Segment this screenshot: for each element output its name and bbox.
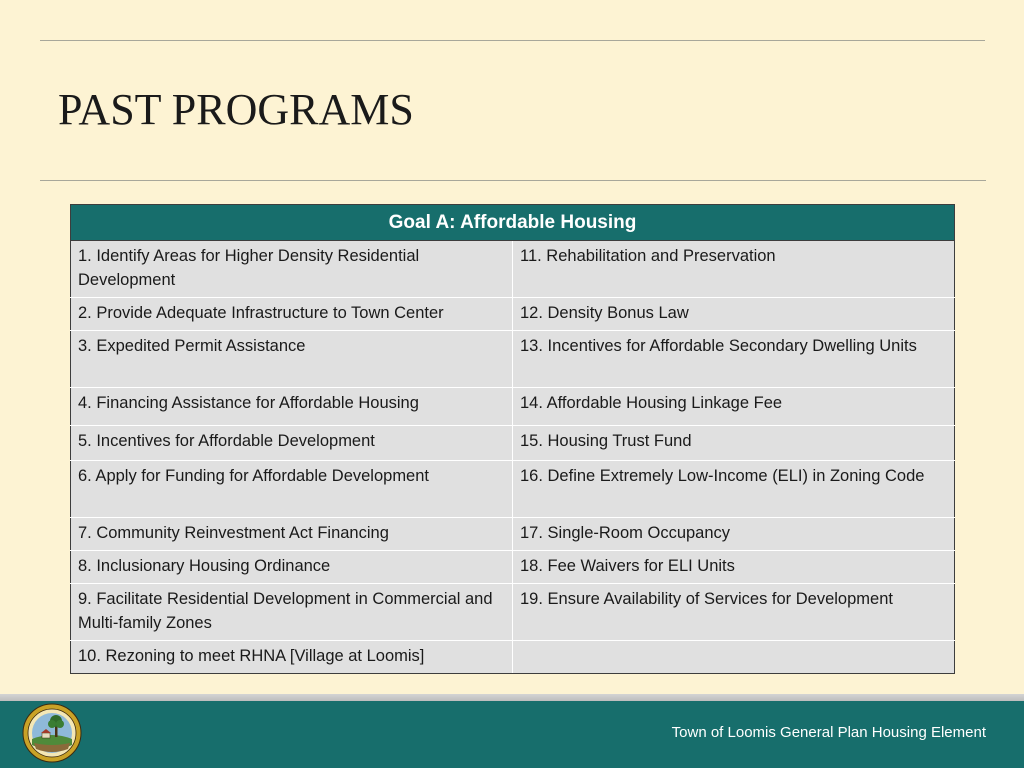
table-row bbox=[71, 584, 955, 641]
table-cell bbox=[513, 641, 955, 674]
table-cell: 13. Incentives for Affordable Secondary Dwelling Units bbox=[513, 331, 955, 388]
table-cell: 12. Density Bonus Law bbox=[513, 298, 955, 331]
table-cell: 1. Identify Areas for Higher Density Residential Development bbox=[71, 241, 513, 298]
top-divider bbox=[40, 40, 985, 41]
table-cell: 18. Fee Waivers for ELI Units bbox=[513, 551, 955, 584]
table-cell: 17. Single-Room Occupancy bbox=[513, 518, 955, 551]
town-seal-icon bbox=[22, 703, 82, 763]
table-row bbox=[71, 461, 955, 518]
slide-title: PAST PROGRAMS bbox=[58, 85, 414, 134]
table-cell: 5. Incentives for Affordable Development bbox=[71, 426, 513, 461]
table-row bbox=[71, 551, 955, 584]
table-cell: 14. Affordable Housing Linkage Fee bbox=[513, 388, 955, 426]
table-cell: 7. Community Reinvestment Act Financing bbox=[71, 518, 513, 551]
table-cell: 15. Housing Trust Fund bbox=[513, 426, 955, 461]
table-cell: 8. Inclusionary Housing Ordinance bbox=[71, 551, 513, 584]
table-cell: 16. Define Extremely Low-Income (ELI) in Zoning Code bbox=[513, 461, 955, 518]
title-divider bbox=[40, 180, 986, 181]
table-header: Goal A: Affordable Housing bbox=[71, 205, 955, 241]
table-cell: 11. Rehabilitation and Preservation bbox=[513, 241, 955, 298]
table-row bbox=[71, 298, 955, 331]
table-cell: 4. Financing Assistance for Affordable Housing bbox=[71, 388, 513, 426]
table-cell: 6. Apply for Funding for Affordable Development bbox=[71, 461, 513, 518]
table-row bbox=[71, 426, 955, 461]
table-cell: 9. Facilitate Residential Development in Commercial and Multi-family Zones bbox=[71, 584, 513, 641]
table-row bbox=[71, 388, 955, 426]
table-row bbox=[71, 241, 955, 298]
table-cell: 3. Expedited Permit Assistance bbox=[71, 331, 513, 388]
footer-caption: Town of Loomis General Plan Housing Element bbox=[671, 724, 986, 741]
table-row bbox=[71, 641, 955, 674]
table-cell: 2. Provide Adequate Infrastructure to Town Center bbox=[71, 298, 513, 331]
table-cell: 10. Rezoning to meet RHNA [Village at Loomis] bbox=[71, 641, 513, 674]
table-row bbox=[71, 331, 955, 388]
table-header-row bbox=[71, 205, 955, 241]
table-row bbox=[71, 518, 955, 551]
table-cell: 19. Ensure Availability of Services for Development bbox=[513, 584, 955, 641]
programs-table bbox=[70, 204, 955, 674]
